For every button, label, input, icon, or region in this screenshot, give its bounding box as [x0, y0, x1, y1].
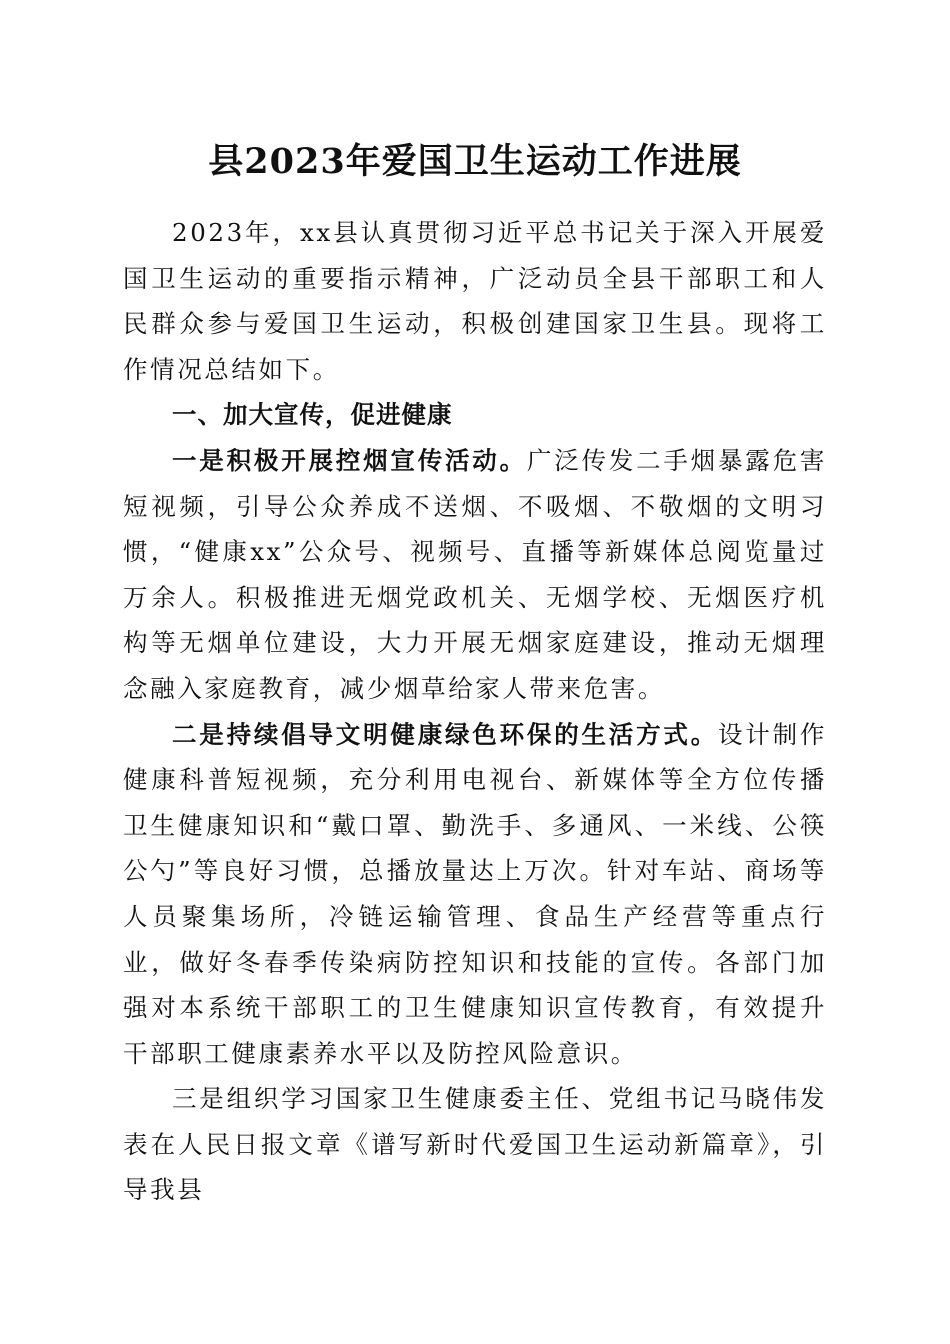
paragraph-lead: 二是持续倡导文明健康绿色环保的生活方式。 — [172, 719, 718, 749]
section-heading: 一、加大宣传，促进健康 — [172, 400, 453, 430]
intro-paragraph: 2023年，xx县认真贯彻习近平总书记关于深入开展爱国卫生运动的重要指示精神，广泛动员全县干部职工和人民群众参与爱国卫生运动，积极创建国家卫生县。现将工作情况总结如下。 — [123, 218, 827, 384]
paragraph-text: 广泛传发二手烟暴露危害短视频，引导公众养成不送烟、不吸烟、不敬烟的文明习惯，“健康xx”公众号、视频号、直播等新媒体总阅览量过万余人。积极推进无烟党政机关、无烟学校、无烟医疗机构等无烟单位建设，大力开展无烟家庭建设，推动无烟理念融入家庭教育，减少烟草给家人带来危害。 — [123, 445, 827, 703]
document-title: 县2023年爱国卫生运动工作进展 — [208, 141, 742, 182]
paragraph-text: 设计制作健康科普短视频，充分利用电视台、新媒体等全方位传播卫生健康知识和“戴口罩、勤洗手、多通风、一米线、公筷公勺”等良好习惯，总播放量达上万次。针对车站、商场等人员聚集场所，冷链运输管理、食品生产经营等重点行业，做好冬春季传染病防控知识和技能的宣传。各部门加强对本系统干部职工的卫生健康知识宣传教育，有效提升干部职工健康素养水平以及防控风险意识。 — [123, 719, 827, 1068]
section-paragraph-3 — [123, 1076, 827, 1213]
section-paragraph-1 — [123, 438, 827, 712]
section-paragraph-2 — [123, 712, 827, 1077]
paragraph-lead: 一是积极开展控烟宣传活动。 — [172, 445, 527, 475]
document-body — [123, 210, 827, 1213]
paragraph-text: 三是组织学习国家卫生健康委主任、党组书记马晓伟发表在人民日报文章《谱写新时代爱国卫生运动新篇章》，引导我县 — [123, 1084, 827, 1205]
